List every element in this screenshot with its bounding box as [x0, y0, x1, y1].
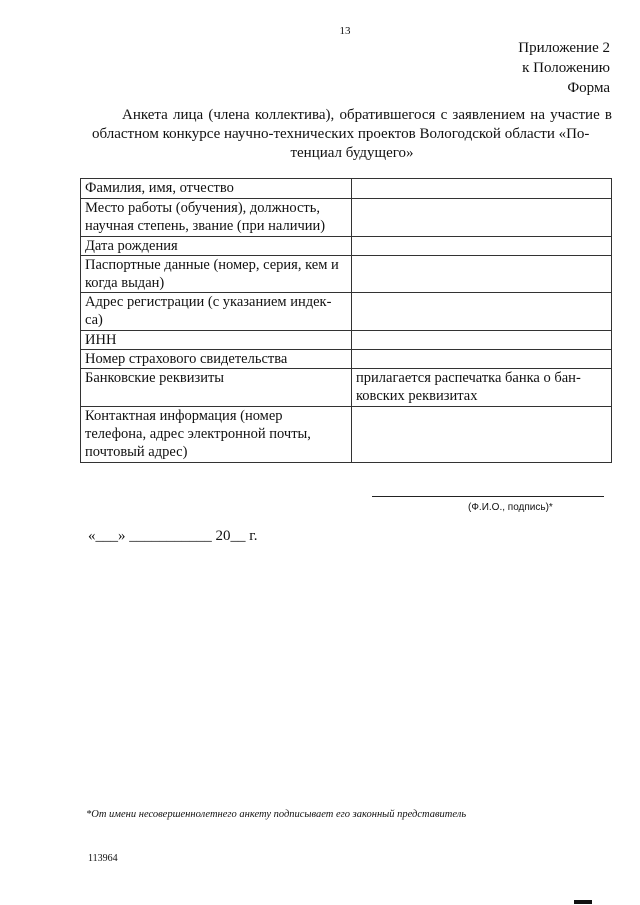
document-code: 113964 [88, 853, 118, 864]
row-label: Банковские реквизиты [81, 369, 352, 407]
form-title-last: тенциал будущего» [290, 145, 414, 161]
page-number: 13 [339, 25, 351, 37]
corner-mark [574, 900, 592, 904]
signature-line[interactable] [372, 496, 604, 497]
footnote: *От имени несовершеннолетнего анкету подписывает его законный представитель [86, 809, 467, 820]
row-label: Контактная информация (номер телефона, адрес электронной почты, почтовый адрес) [81, 407, 352, 463]
questionnaire-table [80, 178, 612, 463]
row-label: Адрес регистрации (с указанием индек-са) [81, 293, 352, 331]
row-value-field[interactable] [352, 256, 612, 293]
row-label: Фамилия, имя, отчество [81, 179, 352, 199]
table-row [81, 293, 612, 331]
appendix-line-2: к Положению [522, 60, 610, 76]
row-value-field[interactable] [352, 179, 612, 199]
table-row [81, 256, 612, 293]
form-title-main: Анкета лица (члена коллектива), обратившегося с заявлением на участие в областном конкурсе научно-технических проектов Вологодской области «По- [92, 107, 612, 142]
appendix-line-1: Приложение 2 [518, 40, 610, 56]
table-row [81, 179, 612, 199]
row-value-field[interactable] [352, 350, 612, 369]
table-row [81, 237, 612, 256]
form-title [92, 106, 612, 163]
table-row [81, 331, 612, 350]
row-label: Место работы (обучения), должность, научная степень, звание (при наличии) [81, 199, 352, 237]
date-line: «___» ___________ 20__ г. [88, 528, 258, 544]
row-label: Дата рождения [81, 237, 352, 256]
table-row [81, 407, 612, 463]
row-label: Номер страхового свидетельства [81, 350, 352, 369]
row-value-field[interactable] [352, 199, 612, 237]
signature-caption: (Ф.И.О., подпись)* [468, 502, 553, 513]
row-value-field[interactable]: прилагается распечатка банка о бан-ковских реквизитах [352, 369, 612, 407]
table-row [81, 199, 612, 237]
table-row [81, 369, 612, 407]
appendix-header [518, 38, 610, 98]
table-row [81, 350, 612, 369]
row-label: ИНН [81, 331, 352, 350]
row-label: Паспортные данные (номер, серия, кем и когда выдан) [81, 256, 352, 293]
row-value-field[interactable] [352, 407, 612, 463]
appendix-line-3: Форма [567, 80, 610, 96]
row-value-field[interactable] [352, 237, 612, 256]
row-value-field[interactable] [352, 331, 612, 350]
row-value-field[interactable] [352, 293, 612, 331]
